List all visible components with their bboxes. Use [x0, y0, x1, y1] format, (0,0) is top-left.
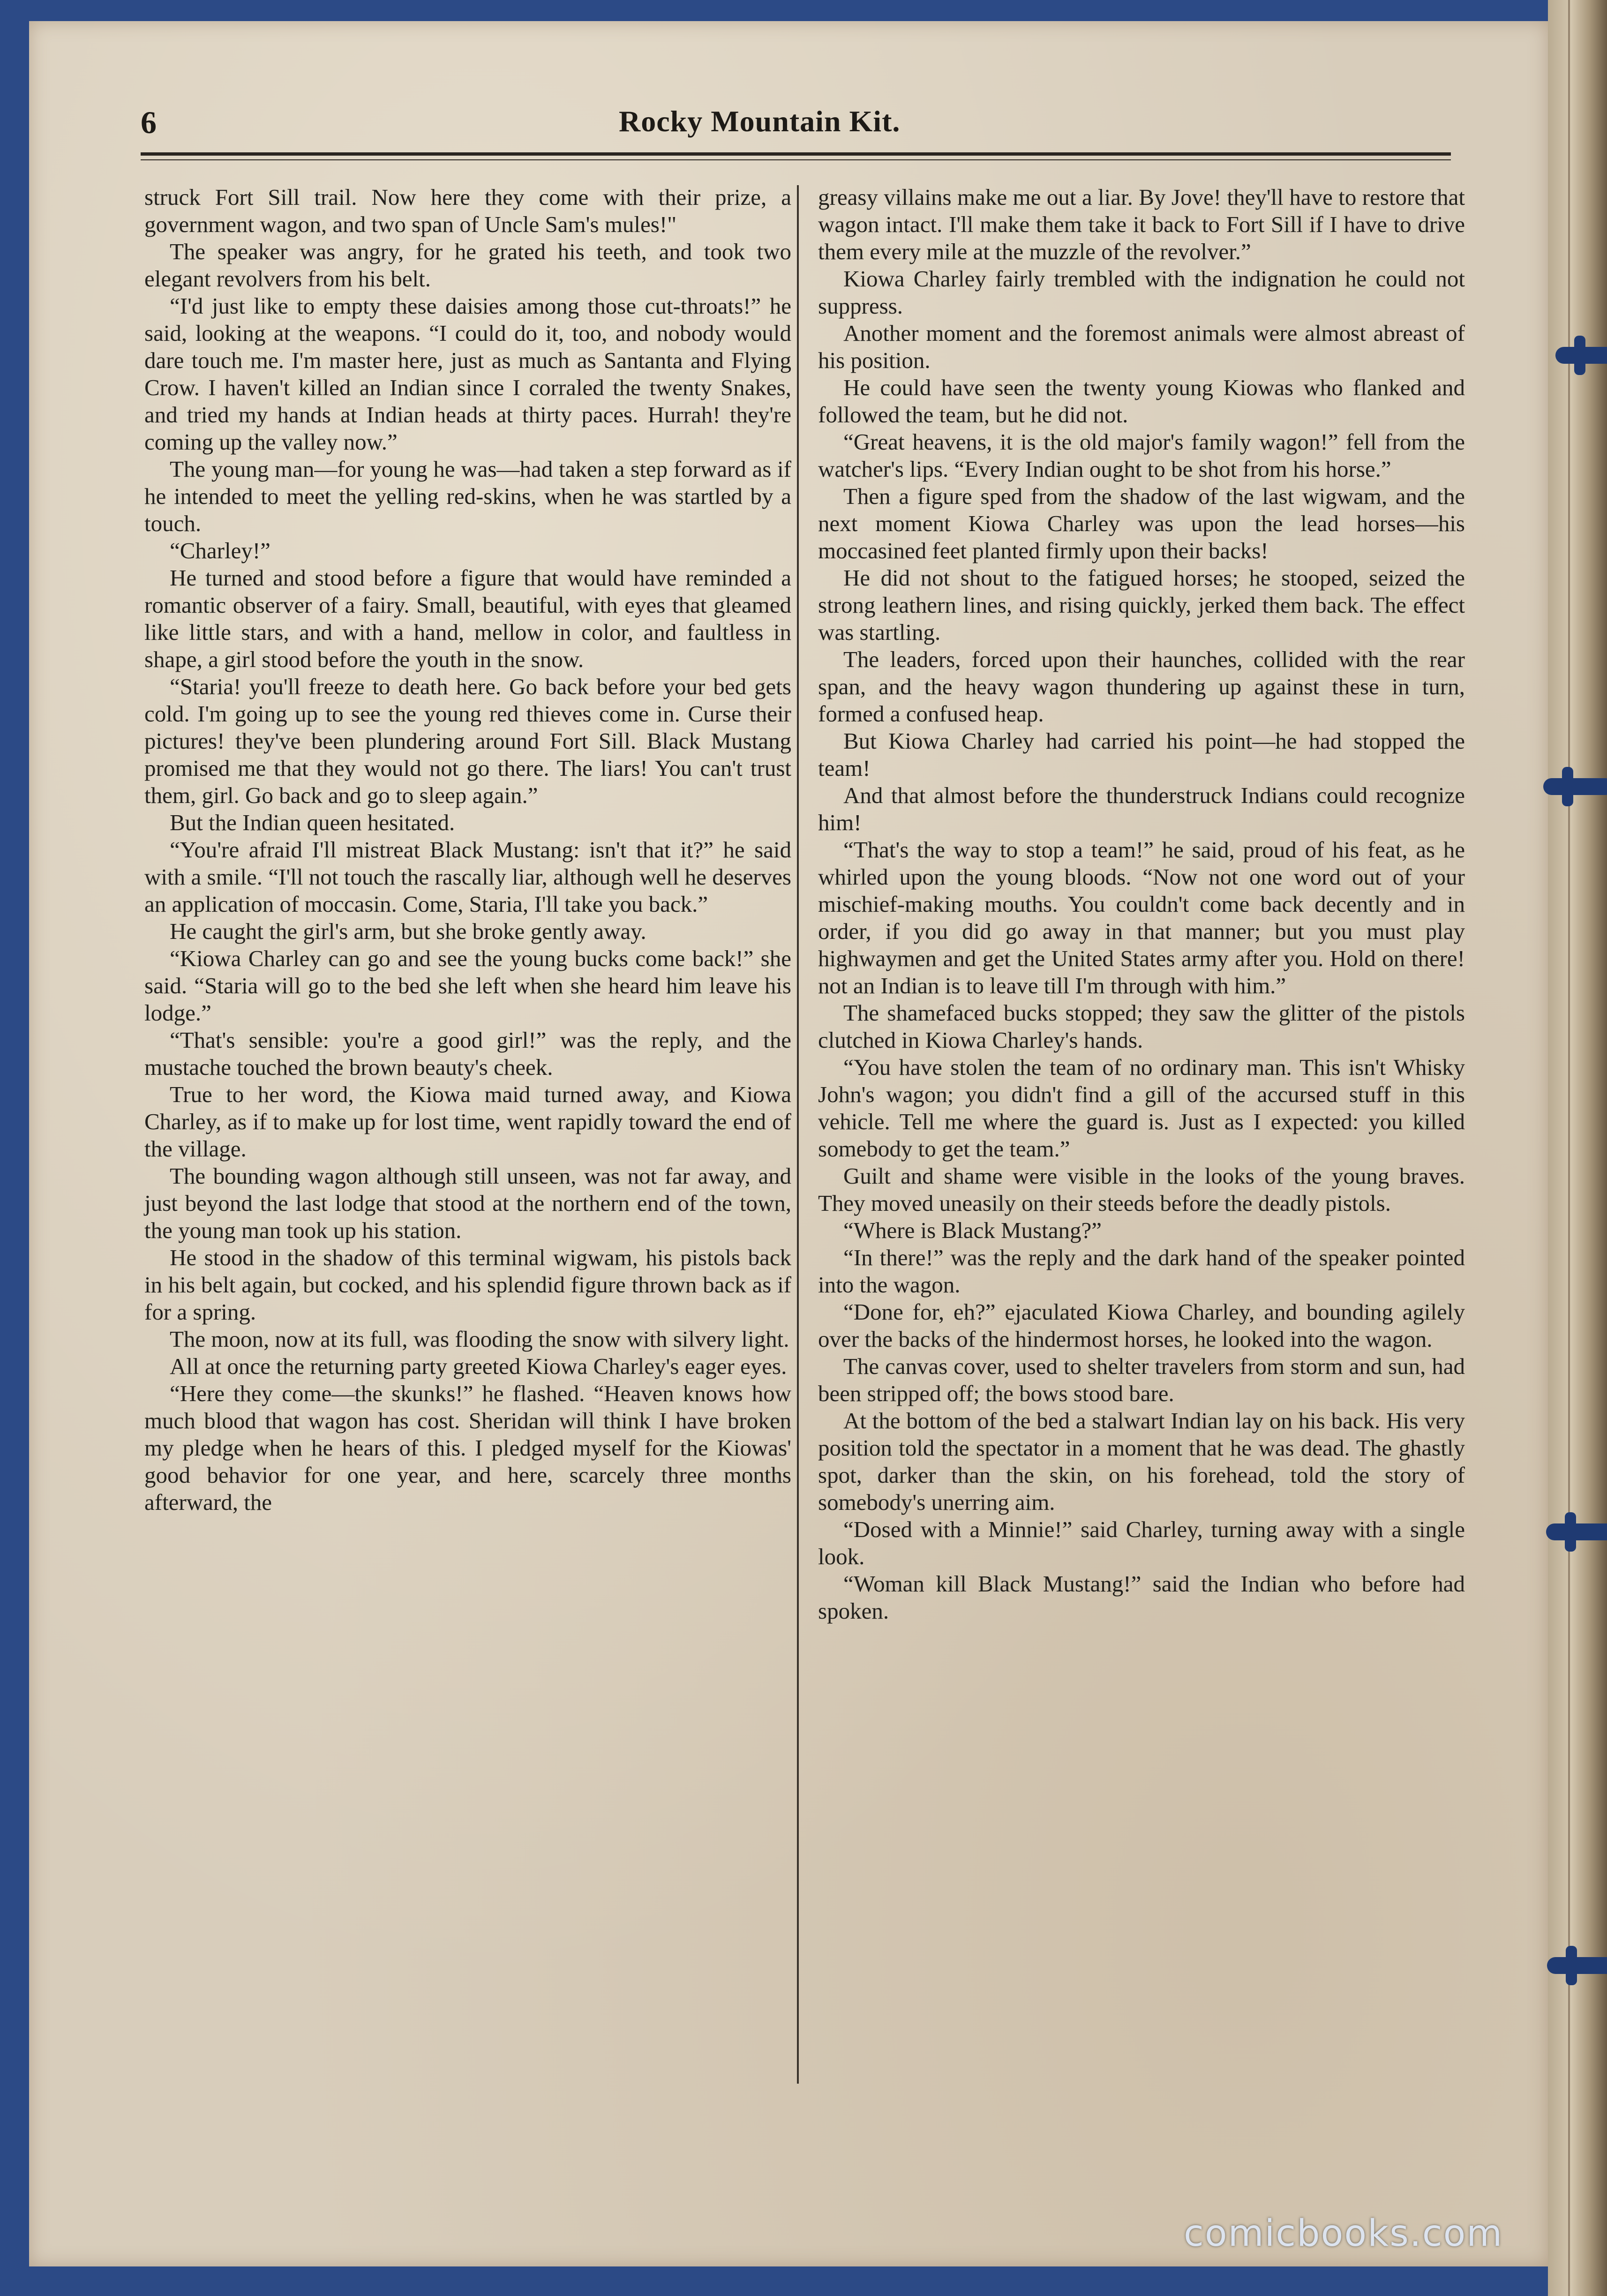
paragraph: He stood in the shadow of this terminal wigwam, his pistols back in his belt again, but cocked, and his splendid figure thrown back as if for a spring. [144, 1245, 791, 1325]
paragraph: Guilt and shame were visible in the looks of the young braves. They moved uneasily on their steeds before the deadly pistols. [818, 1163, 1465, 1216]
paragraph: All at once the returning party greeted Kiowa Charley's eager eyes. [170, 1353, 787, 1379]
paragraph: At the bottom of the bed a stalwart Indian lay on his back. His very position told the spectator in a moment that he was dead. The ghastly spot, darker than the skin, on his forehead, told the story of somebody's unerring aim. [818, 1408, 1465, 1515]
paragraph: And that almost before the thunderstruck Indians could recognize him! [818, 782, 1465, 835]
paragraph: True to her word, the Kiowa maid turned away, and Kiowa Charley, as if to make up for lost time, went rapidly toward the end of the village. [144, 1081, 791, 1162]
paragraph: “You're afraid I'll mistreat Black Mustang: isn't that it?” he said with a smile. “I'll not touch the rascally liar, although well he deserves an application of moccasin. Come, Staria, I'll take you back.” [144, 837, 791, 917]
paragraph: “Where is Black Mustang?” [843, 1217, 1102, 1243]
paragraph: greasy villains make me out a liar. By Jove! they'll have to restore that wagon intact. I'll make them take it back to Fort Sill if I have to drive them every mile at the muzzle of the revolver.” [818, 184, 1465, 264]
paragraph: “That's the way to stop a team!” he said, proud of his feat, as he whirled upon the young bloods. “Now not one word out of your mischief-making mouths. You couldn't come back decently and in order, if you did go away in that manner; but you must play highwaymen and get the United States army after you. Hold on there! not an Indian is to leave till I'm through with him.” [818, 837, 1465, 998]
paragraph: The leaders, forced upon their haunches, collided with the rear span, and the heavy wagon thundering up against these in turn, formed a confused heap. [818, 646, 1465, 727]
left-column [144, 184, 791, 1516]
paragraph: He turned and stood before a figure that would have reminded a romantic observer of a fairy. Small, beautiful, with eyes that gleamed like little stars, and with a hand, mellow in color, and faultless in shape, a girl stood before the youth in the snow. [144, 565, 791, 672]
paragraph: “Dosed with a Minnie!” said Charley, turning away with a single look. [818, 1516, 1465, 1569]
paragraph: Kiowa Charley fairly trembled with the indignation he could not suppress. [818, 266, 1465, 319]
paragraph: He caught the girl's arm, but she broke gently away. [170, 918, 646, 944]
header-rule-thin [141, 159, 1451, 160]
column-divider [797, 185, 799, 2084]
paragraph: struck Fort Sill trail. Now here they come with their prize, a government wagon, and two span of Uncle Sam's mules!" [144, 184, 791, 237]
paragraph: “That's sensible: you're a good girl!” was the reply, and the mustache touched the brown beauty's cheek. [144, 1027, 791, 1080]
paragraph: “Kiowa Charley can go and see the young bucks come back!” she said. “Staria will go to the bed she left when she heard him leave his lodge.” [144, 945, 791, 1026]
watermark: comicbooks.com [1184, 2213, 1503, 2255]
paragraph: The bounding wagon although still unseen, was not far away, and just beyond the last lodge that stood at the northern end of the town, the young man took up his station. [144, 1163, 791, 1243]
paragraph: The shamefaced bucks stopped; they saw the glitter of the pistols clutched in Kiowa Charley's hands. [818, 1000, 1465, 1053]
paragraph: “Great heavens, it is the old major's family wagon!” fell from the watcher's lips. “Every Indian ought to be shot from his horse.” [818, 429, 1465, 482]
paragraph: But Kiowa Charley had carried his point—he had stopped the team! [818, 728, 1465, 781]
paragraph: Another moment and the foremost animals were almost abreast of his position. [818, 320, 1465, 373]
paragraph: He did not shout to the fatigued horses; he stooped, seized the strong leathern lines, and rising quickly, jerked them back. The effect was startling. [818, 565, 1465, 645]
paragraph: Then a figure sped from the shadow of the last wigwam, and the next moment Kiowa Charley was upon the lead horses—his moccasined feet planted firmly upon their backs! [818, 483, 1465, 563]
paragraph: “You have stolen the team of no ordinary man. This isn't Whisky John's wagon; you didn't find a gill of the accursed stuff in this vehicle. Tell me where the guard is. Just as I expected: you killed somebody to get the team.” [818, 1054, 1465, 1162]
paragraph: “Charley!” [170, 538, 270, 563]
paragraph: The speaker was angry, for he grated his teeth, and took two elegant revolvers from his belt. [144, 239, 791, 292]
paragraph: But the Indian queen hesitated. [170, 810, 455, 835]
running-title: Rocky Mountain Kit. [619, 105, 901, 138]
paragraph: “Done for, eh?” ejaculated Kiowa Charley, and bounding agilely over the backs of the hindermost horses, he looked into the wagon. [818, 1299, 1465, 1352]
paragraph: “In there!” was the reply and the dark hand of the speaker pointed into the wagon. [818, 1245, 1465, 1298]
paragraph: “I'd just like to empty these daisies among those cut-throats!” he said, looking at the weapons. “I could do it, too, and nobody would dare touch me. I'm master here, just as much as Santanta and Flying Crow. I haven't killed an Indian since I corraled the twenty Snakes, and tried my hands at Indian heads at thirty paces. Hurrah! they're coming up the valley now.” [144, 293, 791, 455]
paragraph: The young man—for young he was—had taken a step forward as if he intended to meet the yelling red-skins, when he was startled by a touch. [144, 456, 791, 536]
binding-stitch [1543, 778, 1607, 795]
binding-stitch [1547, 1957, 1607, 1974]
paragraph: He could have seen the twenty young Kiowas who flanked and followed the team, but he did not. [818, 375, 1465, 428]
paragraph: “Staria! you'll freeze to death here. Go back before your bed gets cold. I'm going up to see the young red thieves come in. Curse their pictures! they've been plundering around Fort Sill. Black Mustang promised me that they would not go there. The liars! You can't trust them, girl. Go back and go to sleep again.” [144, 674, 791, 808]
paragraph: “Woman kill Black Mustang!” said the Indian who before had spoken. [818, 1571, 1465, 1624]
binding-stitch [1555, 347, 1607, 364]
right-column [818, 184, 1465, 1625]
page-number: 6 [141, 105, 157, 140]
paragraph: The moon, now at its full, was flooding the snow with silvery light. [170, 1326, 789, 1352]
binding-stitch [1546, 1523, 1607, 1540]
paragraph: The canvas cover, used to shelter travelers from storm and sun, had been stripped off; the bows stood bare. [818, 1353, 1465, 1406]
page-header [141, 104, 1453, 156]
paragraph: “Here they come—the skunks!” he flashed. “Heaven knows how much blood that wagon has cost. Sheridan will think I have broken my pledge when he hears of this. I pledged myself for the Kiowas' good behavior for one year, and here, scarcely three months afterward, the [144, 1381, 791, 1515]
header-rule [141, 152, 1451, 156]
